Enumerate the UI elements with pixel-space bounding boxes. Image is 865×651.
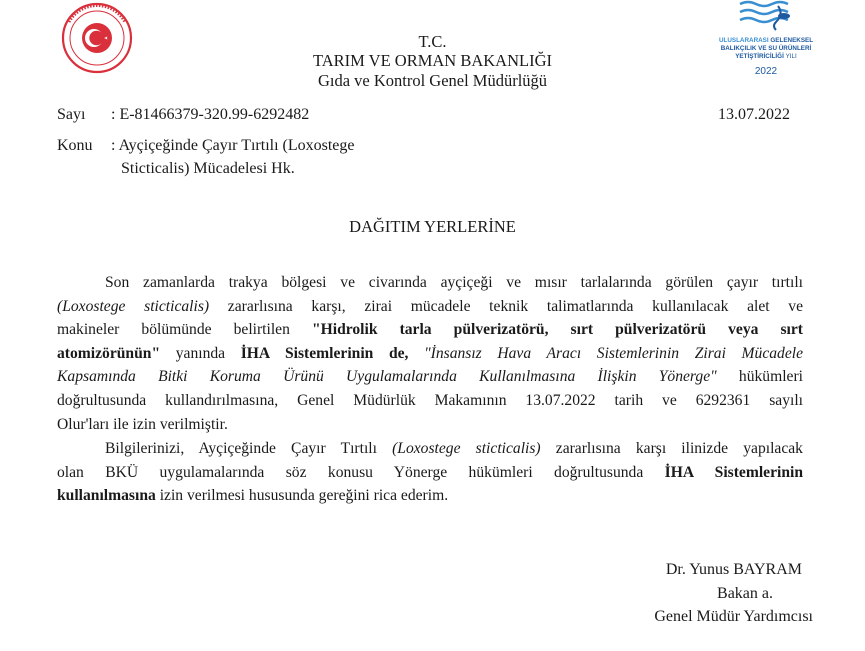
p1-line4-bold: atomizörünün" xyxy=(57,344,161,362)
p2-line3-plain: izin verilmesi hususunda gereğini rica ederim. xyxy=(155,487,449,505)
p1-line2-rest: zararlısına karşı, zirai mücadele teknik talimatlarında kullanılacak alet ve xyxy=(209,297,803,315)
p1-line3-plain: makineler bölümünde belirtilen xyxy=(57,321,312,339)
p2-line1-plain: Bilgilerinizi, Ayçiçeğinde Çayır Tırtılı xyxy=(105,440,393,457)
p1-line7: Olur'ları ile izin verilmiştir. xyxy=(57,415,228,433)
signatory-name: Dr. Yunus BAYRAM xyxy=(665,561,802,578)
logo-year: 2022 xyxy=(754,66,778,77)
signatory-title-2: Genel Müdür Yardımcısı xyxy=(654,608,813,625)
p1-line5-italic: Kapsamında Bitki Koruma Ürünü Uygulamalarında Kullanılmasına İlişkin Yönerge" xyxy=(57,368,717,386)
p2-line3-bold: kullanılmasına xyxy=(57,487,156,505)
logo-caption-line3b: YILI xyxy=(785,53,797,60)
p2-line2-plain: olan BKÜ uygulamalarında söz konusu Yönerge hükümleri doğrultusunda xyxy=(57,463,665,481)
logo-caption-line1b: GELENEKSEL xyxy=(770,37,814,44)
p1-line6: doğrultusunda kullandırılmasına, Genel Müdürlük Makamının 13.07.2022 tarih ve 6292361 sayılı xyxy=(57,391,803,409)
logo-caption-line1: ULUSLARARASI xyxy=(718,37,769,44)
sayi-label: Sayı xyxy=(57,106,86,123)
p1-line3-bold: "Hidrolik tarla pülverizatörü, sırt pülverizatörü veya sırt xyxy=(311,321,803,339)
konu-label: Konu xyxy=(57,137,93,154)
p2-line2-bold: İHA Sistemlerinin xyxy=(664,463,804,481)
paragraph-1 xyxy=(57,271,803,436)
logo-caption-line2: BALIKÇILIK VE SU ÜRÜNLERİ xyxy=(720,45,812,52)
sayi-value: : E-81466379-320.99-6292482 xyxy=(111,106,310,123)
p1-line2-italic: (Loxostege sticticalis) xyxy=(57,297,210,315)
header-ministry: TARIM VE ORMAN BAKANLIĞI xyxy=(313,51,552,70)
signatory-title-1: Bakan a. xyxy=(717,585,773,602)
p1-line4-plain: yanında xyxy=(160,344,241,362)
p1-line4-italic: "İnsansız Hava Aracı Sistemlerinin Zirai Mücadele xyxy=(408,344,804,362)
document-date: 13.07.2022 xyxy=(718,106,790,123)
addressee: DAĞITIM YERLERİNE xyxy=(349,217,516,236)
header-directorate: Gıda ve Kontrol Genel Müdürlüğü xyxy=(317,71,548,90)
p1-line4-bold2: İHA Sistemlerinin de, xyxy=(240,344,409,362)
paragraph-2 xyxy=(57,437,803,508)
p2-line1-rest: zararlısına karşı ilinizde yapılacak xyxy=(540,440,803,457)
konu-line-1: : Ayçiçeğinde Çayır Tırtılı (Loxostege xyxy=(111,137,355,154)
p1-line5-plain: hükümleri xyxy=(716,368,803,386)
header-tc: T.C. xyxy=(418,32,447,51)
konu-line-2: Sticticalis) Mücadelesi Hk. xyxy=(121,160,295,177)
p1-line1: Son zamanlarda trakya bölgesi ve civarında ayçiçeği ve mısır tarlalarında görülen çayır tırtılı xyxy=(105,274,803,291)
p2-line1-italic: (Loxostege sticticalis) xyxy=(392,440,541,457)
logo-caption-line3: YETİŞTİRİCİLİĞİ xyxy=(735,53,784,60)
